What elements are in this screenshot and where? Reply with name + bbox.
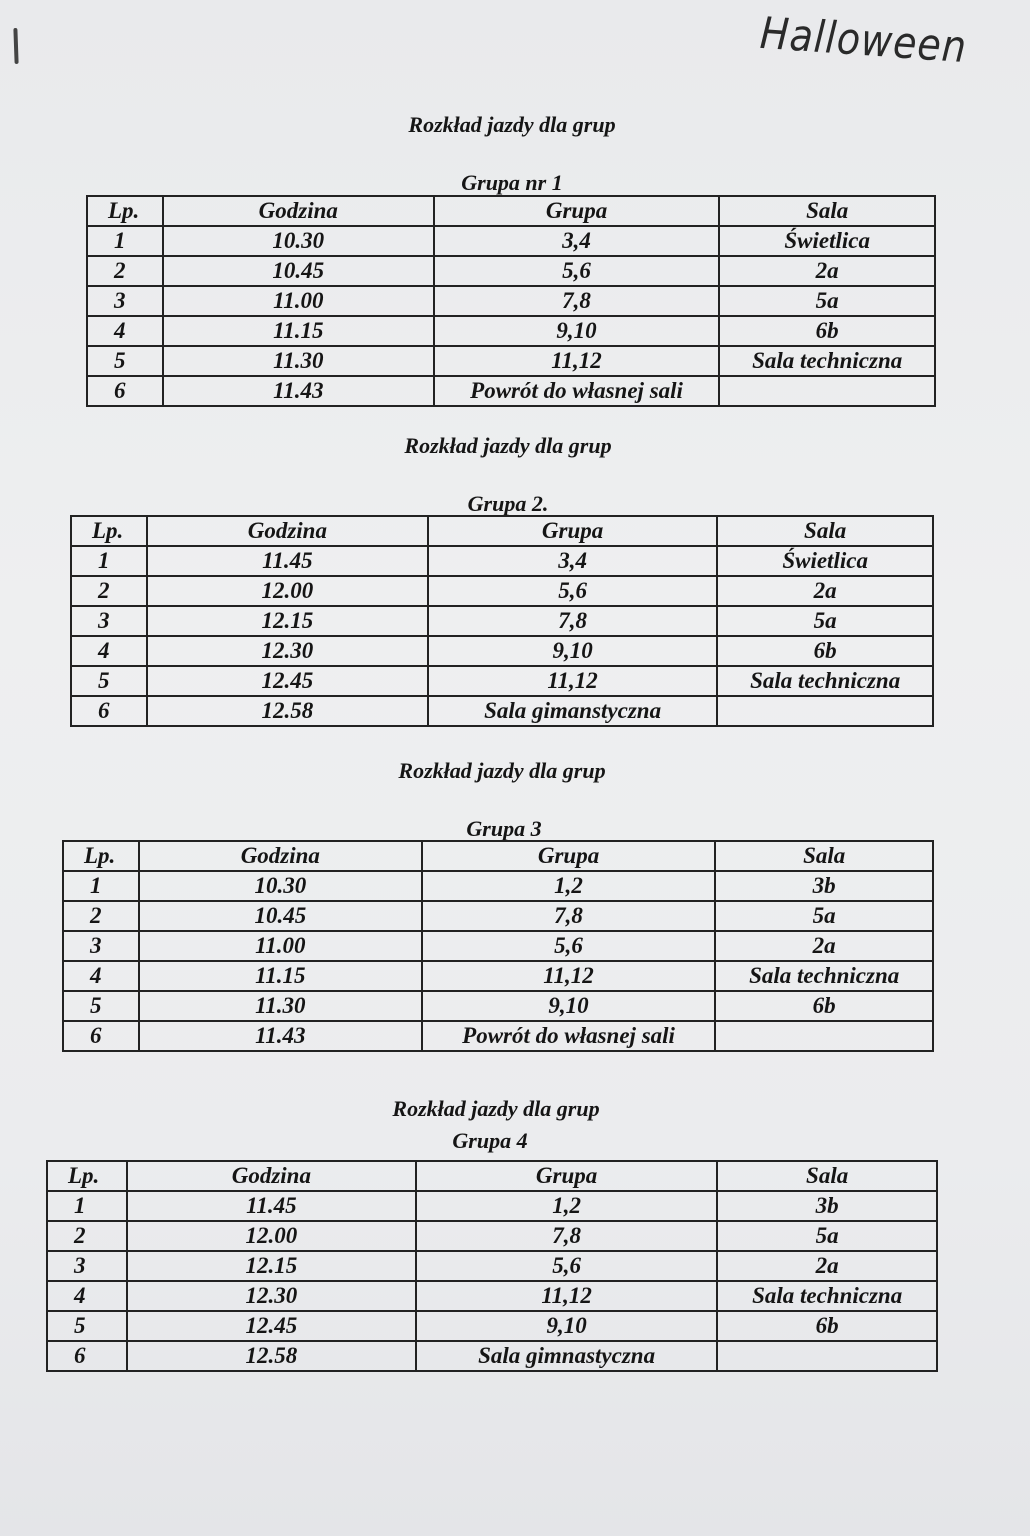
- schedule-table: [62, 840, 934, 1052]
- cell-grupa: 1,2: [416, 1191, 717, 1221]
- cell-lp: 1: [71, 546, 147, 576]
- table-row: [47, 1221, 937, 1251]
- cell-sala: [715, 1021, 933, 1051]
- table-row: [47, 1251, 937, 1281]
- cell-godzina: 12.58: [147, 696, 428, 726]
- cell-lp: 1: [87, 226, 163, 256]
- cell-grupa: 11,12: [428, 666, 717, 696]
- cell-grupa: 5,6: [416, 1251, 717, 1281]
- cell-lp: 3: [63, 931, 139, 961]
- cell-sala: 6b: [717, 636, 933, 666]
- cell-grupa: 5,6: [434, 256, 720, 286]
- section-heading: Rozkład jazdy dla grup: [398, 758, 606, 783]
- column-header-sala: Sala: [719, 196, 935, 226]
- cell-grupa: 7,8: [422, 901, 716, 931]
- cell-godzina: 12.15: [127, 1251, 416, 1281]
- group-title: Grupa 4: [452, 1128, 528, 1153]
- cell-lp: 5: [63, 991, 139, 1021]
- column-header-grupa: Grupa: [428, 516, 717, 546]
- cell-grupa: Sala gimanstyczna: [428, 696, 717, 726]
- cell-grupa: 9,10: [434, 316, 720, 346]
- cell-godzina: 10.30: [163, 226, 434, 256]
- cell-sala: Świetlica: [719, 226, 935, 256]
- group-title: Grupa 3: [466, 816, 542, 841]
- cell-lp: 5: [87, 346, 163, 376]
- schedule-table: [86, 195, 936, 407]
- cell-godzina: 12.15: [147, 606, 428, 636]
- cell-grupa: 1,2: [422, 871, 716, 901]
- cell-godzina: 12.00: [127, 1221, 416, 1251]
- cell-godzina: 10.45: [139, 901, 422, 931]
- cell-godzina: 12.30: [147, 636, 428, 666]
- cell-grupa: Sala gimnastyczna: [416, 1341, 717, 1371]
- table-row: [87, 376, 935, 406]
- table-row: [63, 961, 933, 991]
- cell-lp: 1: [47, 1191, 127, 1221]
- section-heading: Rozkład jazdy dla grup: [408, 112, 616, 137]
- cell-lp: 6: [47, 1341, 127, 1371]
- cell-godzina: 11.15: [163, 316, 434, 346]
- table-row: [63, 871, 933, 901]
- cell-grupa: 7,8: [416, 1221, 717, 1251]
- cell-sala: Sala techniczna: [717, 1281, 937, 1311]
- cell-sala: Sala techniczna: [719, 346, 935, 376]
- column-header-grupa: Grupa: [422, 841, 716, 871]
- table-row: [87, 346, 935, 376]
- cell-lp: 2: [47, 1221, 127, 1251]
- table-header-row: [47, 1161, 937, 1191]
- table-row: [71, 576, 933, 606]
- table-header-row: [71, 516, 933, 546]
- cell-grupa: 5,6: [422, 931, 716, 961]
- cell-lp: 5: [71, 666, 147, 696]
- cell-godzina: 10.45: [163, 256, 434, 286]
- column-header-godzina: Godzina: [127, 1161, 416, 1191]
- column-header-lp: Lp.: [63, 841, 139, 871]
- cell-sala: 5a: [719, 286, 935, 316]
- cell-sala: 5a: [717, 606, 933, 636]
- table-row: [47, 1311, 937, 1341]
- table-header-row: [87, 196, 935, 226]
- cell-godzina: 12.30: [127, 1281, 416, 1311]
- cell-lp: 5: [47, 1311, 127, 1341]
- cell-lp: 4: [47, 1281, 127, 1311]
- cell-lp: 4: [87, 316, 163, 346]
- cell-sala: 3b: [717, 1191, 937, 1221]
- cell-sala: Świetlica: [717, 546, 933, 576]
- cell-godzina: 10.30: [139, 871, 422, 901]
- cell-godzina: 11.15: [139, 961, 422, 991]
- group-title: Grupa 2.: [467, 491, 549, 516]
- section-heading: Rozkład jazdy dla grup: [404, 433, 612, 458]
- handwritten-note: Halloween: [758, 7, 969, 73]
- column-header-godzina: Godzina: [139, 841, 422, 871]
- schedule-table: [70, 515, 934, 727]
- cell-sala: 2a: [715, 931, 933, 961]
- cell-godzina: 11.30: [139, 991, 422, 1021]
- cell-godzina: 11.43: [163, 376, 434, 406]
- table-header-row: [63, 841, 933, 871]
- cell-grupa: 7,8: [428, 606, 717, 636]
- cell-sala: 5a: [717, 1221, 937, 1251]
- cell-sala: Sala techniczna: [715, 961, 933, 991]
- cell-godzina: 12.45: [127, 1311, 416, 1341]
- cell-godzina: 11.45: [147, 546, 428, 576]
- corner-pen-mark: [13, 28, 18, 64]
- cell-sala: 6b: [715, 991, 933, 1021]
- column-header-sala: Sala: [717, 516, 933, 546]
- cell-lp: 3: [47, 1251, 127, 1281]
- table-row: [87, 226, 935, 256]
- table-row: [47, 1281, 937, 1311]
- cell-godzina: 11.43: [139, 1021, 422, 1051]
- table-row: [71, 666, 933, 696]
- cell-grupa: 9,10: [416, 1311, 717, 1341]
- table-row: [47, 1341, 937, 1371]
- cell-lp: 4: [71, 636, 147, 666]
- cell-sala: 6b: [719, 316, 935, 346]
- column-header-sala: Sala: [717, 1161, 937, 1191]
- table-row: [63, 1021, 933, 1051]
- cell-grupa: Powrót do własnej sali: [422, 1021, 716, 1051]
- cell-lp: 2: [71, 576, 147, 606]
- cell-lp: 2: [87, 256, 163, 286]
- column-header-lp: Lp.: [87, 196, 163, 226]
- table-row: [63, 991, 933, 1021]
- section-heading: Rozkład jazdy dla grup: [392, 1096, 600, 1121]
- cell-lp: 6: [63, 1021, 139, 1051]
- column-header-godzina: Godzina: [163, 196, 434, 226]
- cell-grupa: 11,12: [416, 1281, 717, 1311]
- cell-godzina: 12.00: [147, 576, 428, 606]
- cell-godzina: 11.30: [163, 346, 434, 376]
- cell-sala: [717, 1341, 937, 1371]
- cell-grupa: Powrót do własnej sali: [434, 376, 720, 406]
- cell-godzina: 12.45: [147, 666, 428, 696]
- cell-sala: 6b: [717, 1311, 937, 1341]
- cell-grupa: 11,12: [422, 961, 716, 991]
- table-row: [87, 316, 935, 346]
- cell-lp: 2: [63, 901, 139, 931]
- cell-sala: 2a: [717, 1251, 937, 1281]
- cell-lp: 3: [71, 606, 147, 636]
- table-row: [71, 696, 933, 726]
- cell-sala: [717, 696, 933, 726]
- cell-sala: 2a: [719, 256, 935, 286]
- cell-sala: 3b: [715, 871, 933, 901]
- cell-sala: Sala techniczna: [717, 666, 933, 696]
- column-header-godzina: Godzina: [147, 516, 428, 546]
- cell-lp: 4: [63, 961, 139, 991]
- cell-sala: [719, 376, 935, 406]
- cell-godzina: 11.00: [139, 931, 422, 961]
- cell-grupa: 3,4: [428, 546, 717, 576]
- cell-lp: 6: [87, 376, 163, 406]
- cell-lp: 6: [71, 696, 147, 726]
- cell-grupa: 3,4: [434, 226, 720, 256]
- cell-lp: 3: [87, 286, 163, 316]
- column-header-lp: Lp.: [47, 1161, 127, 1191]
- cell-grupa: 7,8: [434, 286, 720, 316]
- table-row: [47, 1191, 937, 1221]
- cell-lp: 1: [63, 871, 139, 901]
- cell-godzina: 12.58: [127, 1341, 416, 1371]
- cell-godzina: 11.45: [127, 1191, 416, 1221]
- column-header-grupa: Grupa: [434, 196, 720, 226]
- cell-sala: 2a: [717, 576, 933, 606]
- cell-godzina: 11.00: [163, 286, 434, 316]
- cell-grupa: 9,10: [428, 636, 717, 666]
- table-row: [63, 901, 933, 931]
- cell-sala: 5a: [715, 901, 933, 931]
- table-row: [87, 286, 935, 316]
- table-row: [63, 931, 933, 961]
- column-header-grupa: Grupa: [416, 1161, 717, 1191]
- cell-grupa: 9,10: [422, 991, 716, 1021]
- cell-grupa: 5,6: [428, 576, 717, 606]
- table-row: [87, 256, 935, 286]
- schedule-table: [46, 1160, 938, 1372]
- column-header-sala: Sala: [715, 841, 933, 871]
- table-row: [71, 606, 933, 636]
- table-row: [71, 636, 933, 666]
- cell-grupa: 11,12: [434, 346, 720, 376]
- column-header-lp: Lp.: [71, 516, 147, 546]
- group-title: Grupa nr 1: [461, 170, 563, 195]
- table-row: [71, 546, 933, 576]
